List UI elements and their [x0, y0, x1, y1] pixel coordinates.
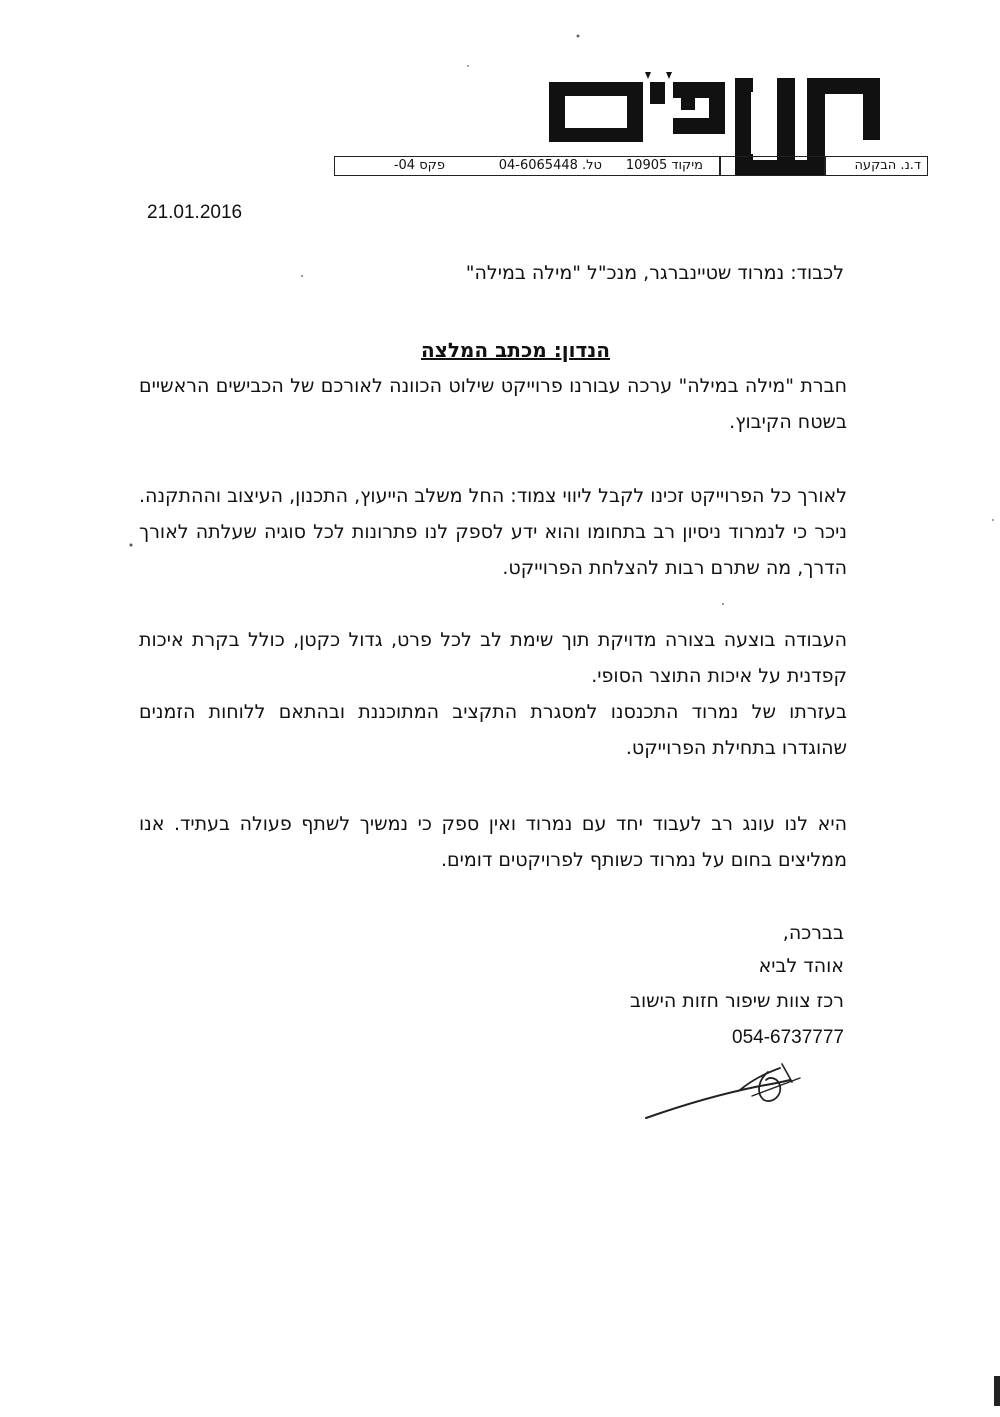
signer-name: אוהד לביא	[758, 955, 844, 977]
signer-phone: 054-6737777	[732, 1027, 844, 1048]
fax-field: פקס 04-	[393, 158, 445, 173]
phone-field: טל. 04-6065448	[498, 158, 602, 173]
closing-greeting: בברכה,	[782, 922, 844, 944]
paragraph: חברת "מילה במילה" ערכה עבורנו פרוייקט שילוט הכוונה לאורכם של הכבישים הראשיים בשטח הקיבוץ.	[139, 375, 847, 433]
paragraph: העבודה בוצעה בצורה מדויקת תוך שימת לב לכל פרט, גדול כקטן, כולל בקרת איכות קפדנית על איכות התוצר הסופי.	[139, 629, 847, 687]
signer-title: רכז צוות שיפור חזות הישוב	[629, 990, 844, 1012]
address-field: ד.נ. הבקעה	[854, 158, 921, 173]
zip-field: מיקוד 10905	[625, 158, 703, 173]
letterhead-info-strip	[334, 156, 928, 176]
strip-divider	[824, 156, 826, 176]
paragraph: היא לנו עונג רב לעבוד יחד עם נמרוד ואין ספק כי נמשיך לשתף פעולה בעתיד. אנו ממליצים בחום על נמרוד כשותף לפרויקטים דומים.	[139, 813, 847, 871]
paragraph: לאורך כל הפרוייקט זכינו לקבל ליווי צמוד: החל משלב הייעוץ, התכנון, העיצוב וההתקנה. ניכר כי לנמרוד ניסיון רב בתחומו והוא ידע לספק לנו פתרונות לכל סוגיה שעלתה לאורך הדרך, מה שתרם רבות להצלחת הפרוייקט.	[139, 485, 847, 579]
letter-date: 21.01.2016	[147, 202, 243, 223]
recipient-line: לכבוד: נמרוד שטיינברגר, מנכ"ל "מילה במילה"	[465, 262, 844, 284]
paragraph: בעזרתו של נמרוד התכנסנו למסגרת התקציב המתוכננת ובהתאם ללוחות הזמנים שהוגדרו בתחילת הפרוייקט.	[139, 701, 847, 759]
handwritten-signature	[640, 1050, 810, 1130]
strip-divider	[719, 156, 721, 176]
subject-heading: הנדון: מכתב המלצה	[421, 338, 610, 362]
